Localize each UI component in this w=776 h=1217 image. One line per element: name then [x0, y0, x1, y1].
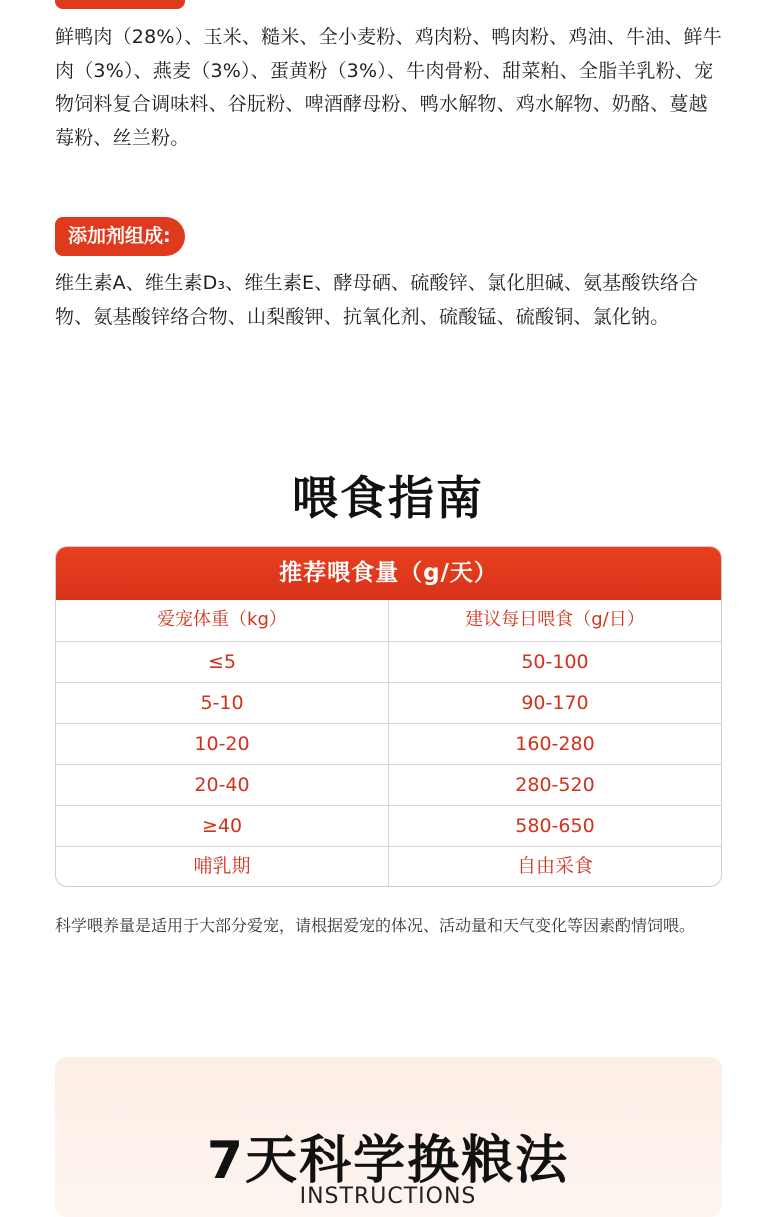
- feeding-guide-title: 喂食指南: [292, 471, 484, 525]
- table-header-row: [56, 600, 721, 641]
- weight-cell: ≥40: [56, 806, 389, 846]
- weight-cell: 5-10: [56, 683, 389, 723]
- additives-badge: 添加剂组成:: [55, 217, 185, 256]
- amount-cell: 280-520: [515, 774, 595, 796]
- feeding-table-body: [56, 600, 721, 887]
- table-row: [56, 641, 721, 682]
- weight-cell: 哺乳期: [56, 847, 389, 887]
- column-header-daily-amount: 建议每日喂食（g/日）: [465, 609, 645, 630]
- weight-cell: ≤5: [56, 642, 389, 682]
- weight-cell: 10-20: [56, 724, 389, 764]
- table-row: [56, 805, 721, 846]
- amount-cell: 50-100: [521, 651, 589, 673]
- table-row: [56, 723, 721, 764]
- feeding-note: 科学喂养量是适用于大部分爱宠，请根据爱宠的体况、活动量和天气变化等因素酌情饲喂。: [55, 916, 696, 935]
- ingredients-text: 鲜鸭肉（28%）、玉米、糙米、全小麦粉、鸡肉粉、鸭肉粉、鸡油、牛油、鲜牛肉（3%）、燕麦（3%）、蛋黄粉（3%）、牛肉骨粉、甜菜粕、全脂羊乳粉、宠物饲料复合调味料、谷朊粉、啤酒酵母粉、鸭水解物、鸡水解物、奶酪、蔓越莓粉、丝兰粉。: [55, 26, 722, 149]
- table-row: [56, 764, 721, 805]
- table-row: [56, 682, 721, 723]
- additives-text: 维生素A、维生素D₃、维生素E、酵母硒、硫酸锌、氯化胆碱、氨基酸铁络合物、氨基酸锌络合物、山梨酸钾、抗氧化剂、硫酸锰、硫酸铜、氯化钠。: [55, 272, 699, 328]
- amount-cell: 580-650: [515, 815, 595, 837]
- table-row: [56, 846, 721, 887]
- transition-method-subtitle: INSTRUCTIONS: [299, 1184, 477, 1209]
- feeding-table: [55, 546, 722, 887]
- column-header-weight: 爱宠体重（kg）: [56, 600, 389, 641]
- feeding-table-title: 推荐喂食量（g/天）: [56, 547, 721, 600]
- amount-cell: 自由采食: [516, 855, 593, 877]
- weight-cell: 20-40: [56, 765, 389, 805]
- amount-cell: 160-280: [515, 733, 595, 755]
- amount-cell: 90-170: [521, 692, 589, 714]
- transition-method-title: 7天科学换粮法: [206, 1131, 570, 1191]
- top-red-tab: [55, 0, 185, 9]
